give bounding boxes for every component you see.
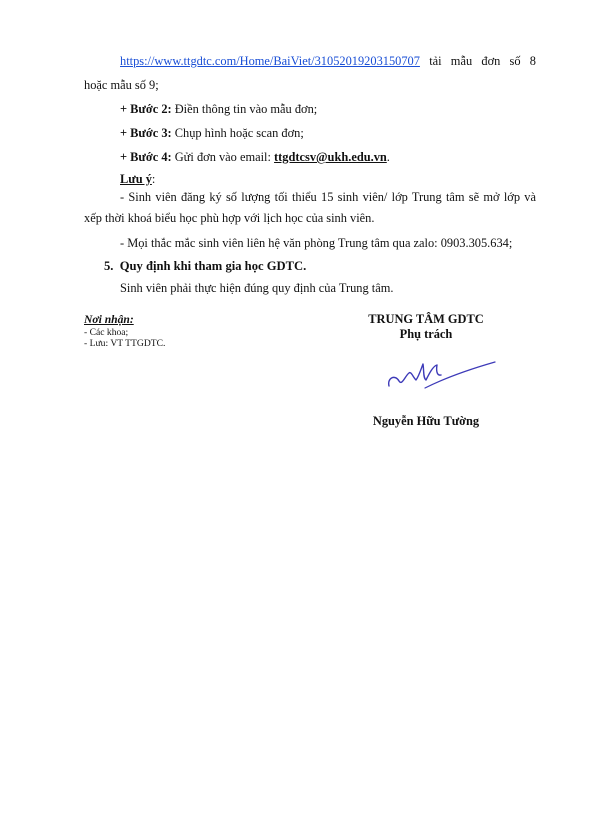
- note-heading: [120, 171, 155, 187]
- signature-org: TRUNG TÂM GDTC: [368, 312, 484, 326]
- section-5-heading: [104, 258, 306, 274]
- note-label: Lưu ý: [120, 172, 152, 186]
- handwritten-signature: [385, 356, 500, 396]
- step-3-label: + Bước 3:: [120, 126, 172, 140]
- recipient-item: - Lưu: VT TTGDTC.: [84, 338, 166, 349]
- link-line: [120, 53, 536, 69]
- link-continuation: hoặc mẫu số 9;: [84, 78, 159, 92]
- note-2: - Mọi thắc mắc sinh viên liên hệ văn phòng Trung tâm qua zalo: 0903.305.634;: [120, 236, 513, 250]
- step-3-text: Chụp hình hoặc scan đơn;: [171, 126, 304, 140]
- note-1-line-2: xếp thời khoá biểu học phù hợp với lịch học của sinh viên.: [84, 211, 375, 225]
- step-4: [120, 149, 390, 165]
- section-5-number: 5.: [104, 259, 114, 273]
- note-1-line-1: - Sinh viên đăng ký số lượng tối thiểu 15 sinh viên/ lớp Trung tâm sẽ mở lớp và: [120, 190, 536, 204]
- step-4-text: Gửi đơn vào email:: [171, 150, 275, 164]
- contact-email[interactable]: ttgdtcsv@ukh.edu.vn: [274, 150, 387, 164]
- signature-role: Phụ trách: [399, 327, 453, 341]
- step-4-label: + Bước 4:: [120, 150, 172, 164]
- link-suffix: tải mẫu đơn số 8: [429, 54, 537, 68]
- section-5-title: Quy định khi tham gia học GDTC.: [119, 259, 307, 273]
- step-2-label: + Bước 2:: [120, 102, 172, 116]
- recipient-item: - Các khoa;: [84, 327, 129, 338]
- recipients-title: Nơi nhận:: [84, 313, 134, 326]
- recipients-block: [84, 313, 165, 349]
- step-2-text: Điền thông tin vào mẫu đơn;: [171, 102, 318, 116]
- signatory-name: Nguyễn Hữu Tường: [372, 414, 480, 428]
- step-2: [120, 101, 317, 117]
- note-colon: :: [151, 172, 156, 186]
- step-3: [120, 125, 304, 141]
- step-4-end: .: [386, 150, 390, 164]
- section-5-text: Sinh viên phải thực hiện đúng quy định của Trung tâm.: [120, 281, 394, 295]
- form-download-link[interactable]: https://www.ttgdtc.com/Home/BaiViet/31052019203150707: [120, 54, 420, 68]
